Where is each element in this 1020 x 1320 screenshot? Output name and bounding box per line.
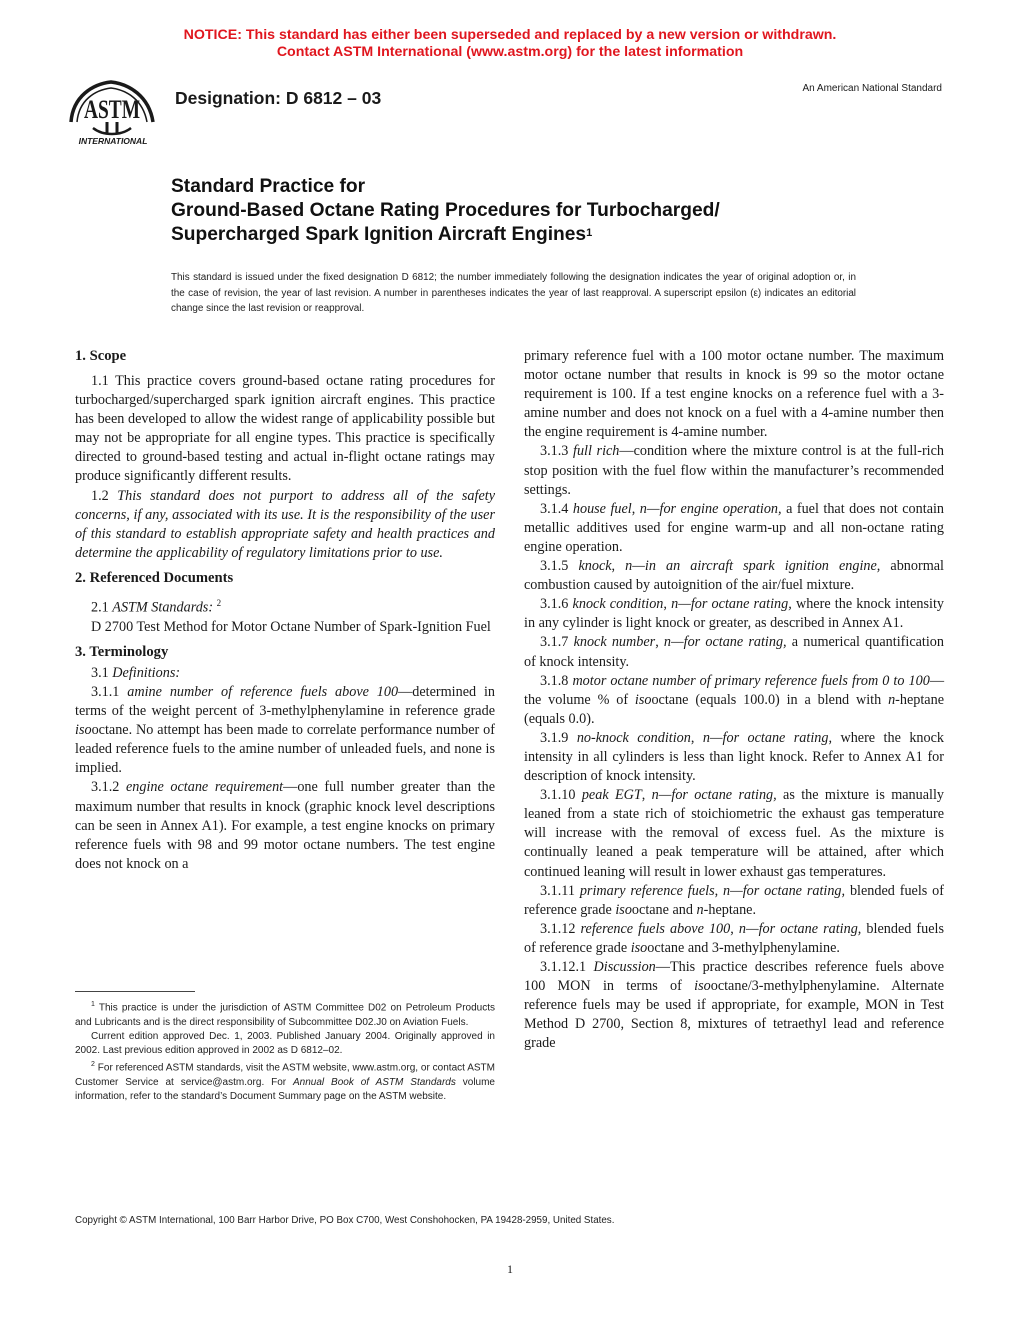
discussion-3-1-12-1 bbox=[524, 958, 944, 1053]
definition-3-1-6-context: —for octane rating, bbox=[678, 596, 792, 613]
definition-3-1-12-iso: iso bbox=[630, 939, 648, 956]
footnote-2-mark: 2 bbox=[91, 1061, 95, 1069]
definition-3-1-6-term: knock condition bbox=[572, 596, 664, 613]
definition-3-1-3-num: 3.1.3 bbox=[540, 443, 569, 460]
definition-3-1-10-n: n bbox=[651, 787, 659, 804]
definition-3-1-9-term: no-knock condition bbox=[576, 729, 691, 746]
definition-3-1-4-text: a fuel that does not contain metallic additives used for engine warm-up and all non-octane rating engine operation. bbox=[524, 500, 945, 555]
definition-3-1-11-num: 3.1.11 bbox=[540, 882, 575, 899]
definition-3-1-7-text: a numerical quantification of knock intensity. bbox=[524, 634, 944, 670]
definition-3-1-5: 3.1.5 knock, n—in an aircraft spark ignition engine, abnormal combustion caused by autoignition of the air/fuel mixture. bbox=[524, 558, 944, 594]
footnote-2-text-b: volume information, refer to the standard’s Document Summary page on the ASTM website. bbox=[75, 1076, 495, 1102]
definition-3-1-8 bbox=[524, 672, 944, 729]
definition-3-1-5-term: knock bbox=[578, 558, 612, 575]
definition-3-1-4-context: —for engine operation, bbox=[646, 500, 782, 517]
definition-3-1-7: 3.1.7 knock number, n—for octane rating, a numerical quantification of knock intensity. bbox=[524, 634, 944, 670]
footnote-2-text-a: For referenced ASTM standards, visit the ASTM website, www.astm.org, or contact ASTM Customer Service at service@astm.org. For bbox=[75, 1062, 495, 1088]
definition-3-1-11-context: —for octane rating, bbox=[730, 882, 846, 899]
footnote-1 bbox=[75, 998, 495, 1030]
discussion-label: Discussion bbox=[593, 959, 656, 975]
definition-3-1-4-n: n bbox=[639, 500, 647, 517]
definition-3-1-11-n2: n bbox=[696, 901, 704, 918]
definition-3-1-10: 3.1.10 peak EGT, n—for octane rating, as the mixture is manually leaned from a state rich of stoichiometric the exhaust gas temperature will increase with the removal of excess fuel. As the mixture is continually leaned a peak temperature will be attained, after which continued leaning will result in lower exhaust gas temperatures. bbox=[524, 787, 944, 880]
definition-3-1-10-term: peak EGT bbox=[581, 787, 642, 804]
paragraph-1-2-text: This standard does not purport to address all of the safety concerns, if any, associated with its use. It is the responsibility of the user of this standard to establish appropriate safety and health practices and determine the applicability of regulatory limitations prior to use. bbox=[75, 487, 495, 561]
footnote-1-text: This practice is under the jurisdiction of ASTM Committee D02 on Petroleum Products and Lubricants and is the direct responsibility of Subcommittee D02.J0 on Aviation Fuels. bbox=[75, 1002, 495, 1028]
definition-3-1-7-context: —for octane rating, bbox=[671, 634, 787, 651]
title-footnote-mark: 1 bbox=[586, 227, 593, 239]
definition-3-1-4: 3.1.4 house fuel, n—for engine operation, a fuel that does not contain metallic additives used for engine warm-up and all non-octane rating engine operation. bbox=[524, 500, 945, 555]
definition-3-1-9-num: 3.1.9 bbox=[540, 729, 569, 746]
title-line-3-text: Supercharged Spark Ignition Aircraft Engines bbox=[171, 224, 587, 245]
definition-3-1-2-num: 3.1.2 bbox=[91, 779, 120, 796]
definition-3-1-10-num: 3.1.10 bbox=[540, 787, 576, 804]
astm-logo bbox=[63, 78, 163, 148]
definition-3-1-11: 3.1.11 primary reference fuels, n—for octane rating, blended fuels of reference grade isooctane and n-heptane. bbox=[524, 882, 944, 918]
definition-3-1-11-text-c: -heptane. bbox=[703, 901, 757, 918]
definition-3-1-11-iso: iso bbox=[615, 901, 632, 918]
discussion-3-1-12-1-num: 3.1.12.1 bbox=[540, 959, 587, 975]
title-line-3 bbox=[171, 223, 951, 247]
document-title bbox=[171, 175, 951, 247]
definition-3-1-8-text-a: —the volume % of bbox=[524, 672, 944, 708]
notice-line-1: NOTICE: This standard has either been superseded and replaced by a new version or withdrawn. bbox=[183, 27, 837, 43]
reference-d2700: D 2700 Test Method for Motor Octane Number of Spark-Ignition Fuel bbox=[91, 618, 491, 635]
issue-note: This standard is issued under the fixed designation D 6812; the number immediately following the designation indicates the year of original adoption or, in the case of revision, the year of last revision. A number in parentheses indicates the year of last reapproval. A superscript epsilon (ε) indicates an editorial change since the last revision or reapproval. bbox=[171, 272, 856, 314]
definition-3-1-4-term: house fuel bbox=[572, 500, 632, 517]
definitions-label: Definitions: bbox=[112, 664, 181, 681]
designation: Designation: D 6812 – 03 bbox=[175, 88, 382, 108]
definition-3-1-11-term: primary reference fuels bbox=[579, 882, 715, 899]
definition-3-1-2-continued: primary reference fuel with a 100 motor octane number. The maximum motor octane number that results in knock is 99 so the motor octane requirement is 100. If a test engine knocks on a reference fuel with a 3-amine number and does not knock on a fuel with a 4-amine number then the engine requirement is 4-amine number. bbox=[524, 348, 944, 441]
paragraph-1-1: 1.1 This practice covers ground-based octane rating procedures for turbocharged/supercharged spark ignition aircraft engines. This practice has been developed to allow the widest range of applicability possible but may not be appropriate for all engine types. This practice is specifically directed to ground-based testing and actual in-flight octane ratings may produce significantly different results. bbox=[75, 373, 495, 485]
paragraph-3-1 bbox=[75, 664, 495, 683]
right-column bbox=[524, 347, 944, 1053]
definition-3-1-12-text-a: blended fuels of reference grade bbox=[524, 920, 944, 956]
definition-3-1-4-num: 3.1.4 bbox=[540, 500, 569, 517]
definition-3-1-2 bbox=[75, 778, 495, 873]
definition-3-1-12: 3.1.12 reference fuels above 100, n—for octane rating, blended fuels of reference grade isooctane and 3-methylphenylamine. bbox=[524, 920, 944, 956]
definition-3-1-8-num: 3.1.8 bbox=[540, 672, 569, 689]
title-line-1: Standard Practice for bbox=[171, 176, 366, 197]
definition-3-1-7-num: 3.1.7 bbox=[540, 634, 569, 651]
definition-3-1-1-text-a: —determined in terms of the weight percent of 3-methylphenylamine in reference grade bbox=[75, 683, 495, 720]
definition-3-1-5-text: abnormal combustion caused by autoignition of the air/fuel mixture. bbox=[524, 558, 944, 594]
definition-3-1-3 bbox=[524, 442, 944, 499]
astm-logo-letters: ASTM bbox=[84, 95, 140, 124]
copyright-line: Copyright © ASTM International, 100 Barr Harbor Drive, PO Box C700, West Conshohocken, PA 19428-2959, United States. bbox=[75, 1215, 615, 1226]
footnote-2-book: Annual Book of ASTM Standards bbox=[293, 1076, 456, 1088]
definition-3-1-9-text: where the knock intensity in all cylinders is less than light knock. Refer to Annex A1 for description of knock intensity. bbox=[524, 729, 944, 785]
definition-3-1-6: 3.1.6 knock condition, n—for octane rating, where the knock intensity in any cylinder is light knock or greater, as described in Annex A1. bbox=[524, 596, 944, 632]
definition-3-1-9-context: —for octane rating, bbox=[709, 729, 833, 746]
definition-3-1-12-n: n bbox=[738, 920, 746, 937]
definition-3-1-8-text-b: octane (equals 100.0) in a blend with bbox=[651, 691, 889, 708]
footnote-1-mark: 1 bbox=[91, 1001, 95, 1008]
definition-3-1-1-term: amine number of reference fuels above 100 bbox=[127, 683, 399, 700]
section-heading-referenced-documents: 2. Referenced Documents bbox=[75, 569, 234, 586]
paragraph-1-2 bbox=[75, 487, 495, 563]
definition-3-1-12-num: 3.1.12 bbox=[540, 920, 576, 937]
footnotes bbox=[75, 998, 495, 1104]
discussion-text-a: —This practice describes reference fuels above 100 MON in terms of bbox=[524, 959, 945, 995]
page-number: 1 bbox=[507, 1262, 513, 1276]
definition-3-1-8-text-c: -heptane (equals 0.0). bbox=[524, 691, 944, 727]
definition-3-1-1-text-b: octane. No attempt has been made to correlate performance number of leaded reference fuels to the amine number of unleaded fuels, and none is implied. bbox=[75, 722, 495, 777]
definition-3-1-8-term: motor octane number of primary reference fuels from 0 to 100 bbox=[572, 672, 930, 689]
definition-3-1-9-n: n bbox=[702, 729, 710, 746]
definition-3-1-6-num: 3.1.6 bbox=[540, 596, 569, 613]
footnote-1-edition: Current edition approved Dec. 1, 2003. Published January 2004. Originally approved in 2002. Last previous edition approved in 2002 as D 6812–02. bbox=[75, 1030, 495, 1056]
paragraph-1-2-num: 1.2 bbox=[91, 487, 109, 504]
definition-3-1-11-text-b: octane and bbox=[631, 901, 697, 918]
notice-line-2: Contact ASTM International (www.astm.org) for the latest information bbox=[276, 44, 744, 60]
definition-3-1-10-text: as the mixture is manually leaned from a state rich of stoichiometric the exhaust gas temperature will increase with the removal of excess fuel. As the mixture is continually leaned a peak temperature will be attained, after which continued leaning will result in lower exhaust gas temperatures. bbox=[524, 787, 944, 880]
definition-3-1-5-n: n bbox=[625, 558, 633, 575]
definition-3-1-7-n: n bbox=[663, 634, 672, 651]
definition-3-1-5-num: 3.1.5 bbox=[540, 558, 569, 575]
discussion-text-b: octane/3-methylphenylamine. Alternate reference fuels may be used if appropriate, for example, MON in Test Method D 2700, Section 8, mixtures of tetraethyl lead and reference grade bbox=[524, 978, 945, 1052]
left-column bbox=[75, 347, 495, 874]
definition-3-1-12-context: —for octane rating, bbox=[745, 920, 862, 937]
withdrawal-notice bbox=[0, 27, 1020, 61]
astm-standards-label: ASTM Standards: bbox=[112, 599, 214, 616]
american-national-standard-label: An American National Standard bbox=[802, 83, 942, 94]
astm-logo-caption: INTERNATIONAL bbox=[78, 136, 148, 146]
definition-3-1-11-n: n bbox=[723, 882, 731, 899]
discussion-iso: iso bbox=[694, 978, 711, 995]
definition-3-1-6-text: where the knock intensity in any cylinder is light knock or greater, as described in Annex A1. bbox=[524, 596, 944, 632]
definition-3-1-12-text-b: octane and 3-methylphenylamine. bbox=[647, 939, 840, 956]
definition-3-1-3-text: —condition where the mixture control is at the full-rich stop position with the fuel flow within the manufacturer’s recommended settings. bbox=[524, 443, 944, 498]
section-heading-terminology: 3. Terminology bbox=[75, 643, 169, 660]
section-heading-scope: 1. Scope bbox=[75, 348, 127, 364]
definition-3-1-7-term: knock number bbox=[573, 634, 656, 651]
definition-3-1-1 bbox=[75, 683, 495, 778]
paragraph-2-1-num: 2.1 bbox=[91, 599, 109, 616]
paragraph-2-1 bbox=[75, 594, 495, 618]
paragraph-3-1-num: 3.1 bbox=[91, 664, 109, 681]
definition-3-1-11-text-a: blended fuels of reference grade bbox=[524, 882, 944, 918]
definition-3-1-8-n: n bbox=[888, 691, 896, 708]
footnote-divider bbox=[75, 991, 195, 992]
definition-3-1-3-term: full rich bbox=[573, 443, 620, 460]
definition-3-1-2-text: —one full number greater than the maximum number that results in knock (graphic knock level descriptions can be seen in Annex A1). For example, a test engine knocks on primary reference fuels with 98 and 99 motor octane numbers. The test engine does not knock on a bbox=[75, 779, 495, 872]
footnote-2 bbox=[75, 1058, 495, 1104]
definition-3-1-1-iso: iso bbox=[75, 722, 92, 739]
definition-3-1-2-term: engine octane requirement bbox=[125, 779, 284, 796]
definition-3-1-9: 3.1.9 no-knock condition, n—for octane rating, where the knock intensity in all cylinders is less than light knock. Refer to Annex A1 for description of knock intensity. bbox=[524, 729, 944, 785]
definition-3-1-6-n: n bbox=[671, 596, 679, 613]
definition-3-1-1-num: 3.1.1 bbox=[91, 683, 120, 700]
definition-3-1-12-term: reference fuels above 100 bbox=[580, 920, 731, 937]
definition-3-1-8-iso: iso bbox=[634, 691, 652, 708]
definition-3-1-10-context: —for octane rating, bbox=[658, 787, 777, 804]
footnote-ref-2: 2 bbox=[216, 597, 222, 608]
title-line-2: Ground-Based Octane Rating Procedures for Turbocharged/ bbox=[171, 200, 720, 221]
definition-3-1-5-context: —in an aircraft spark ignition engine, bbox=[632, 558, 881, 575]
